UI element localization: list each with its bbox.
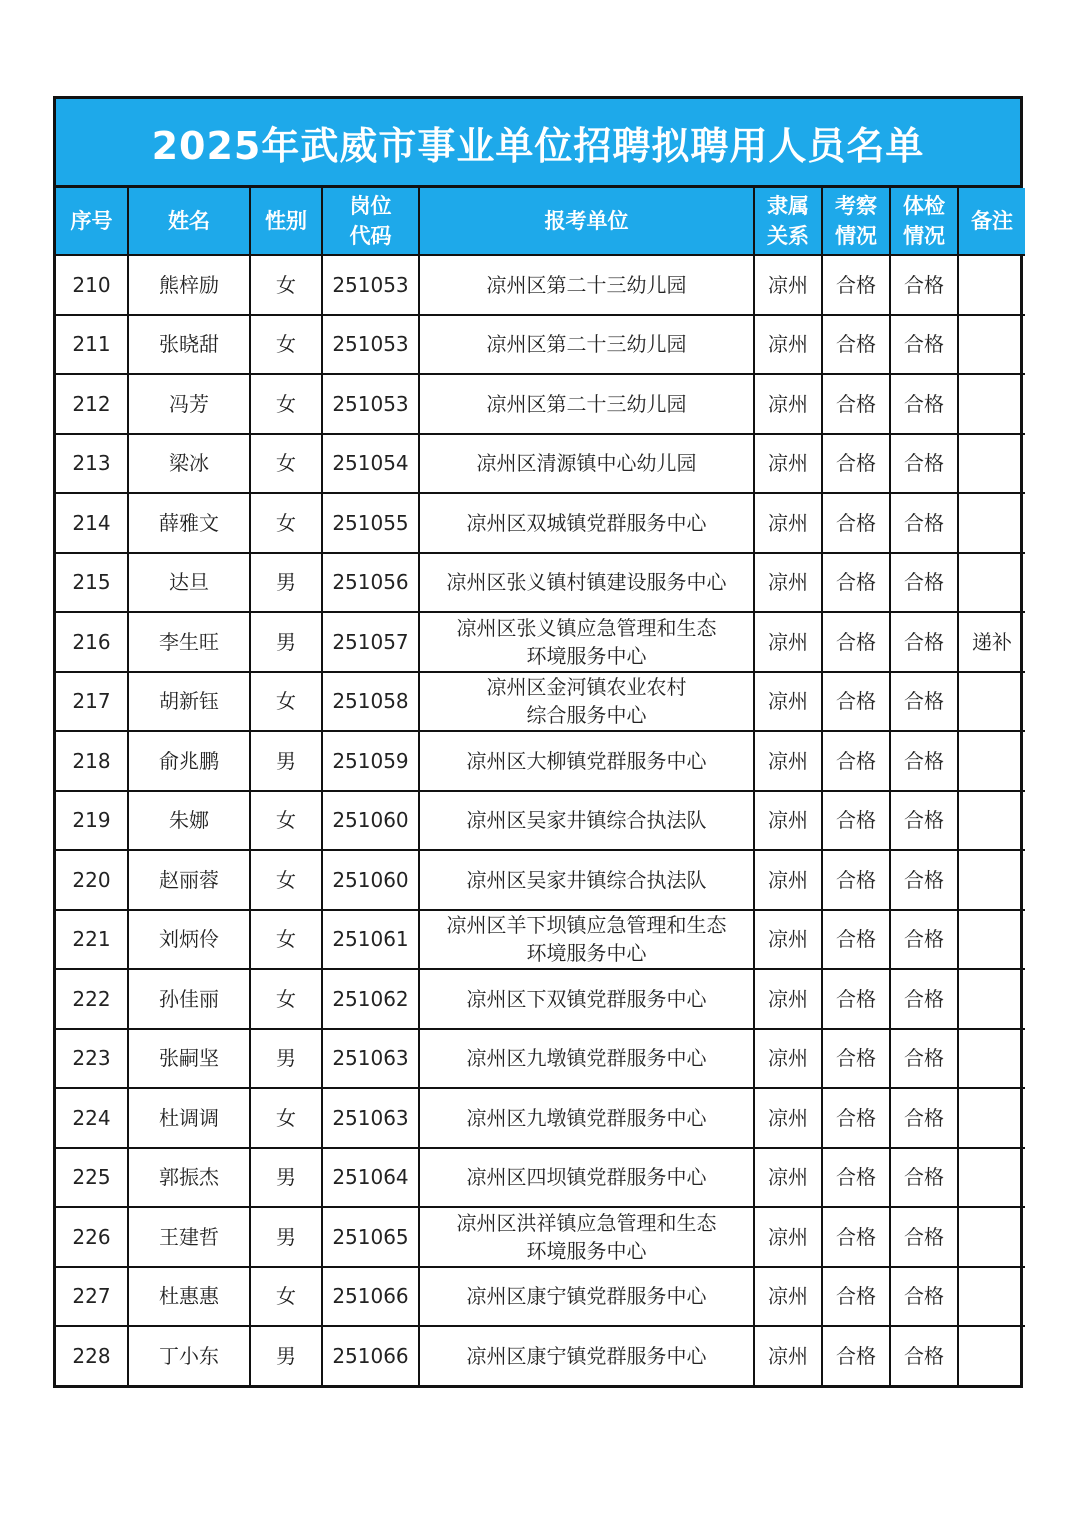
roster-body [56, 255, 1025, 1385]
cell-unit [419, 1207, 754, 1267]
cell-unit [419, 493, 754, 553]
cell-medical: 合格 [890, 315, 958, 375]
unit-line: 凉州区张义镇应急管理和生态 [456, 615, 717, 640]
cell-remark [958, 969, 1025, 1029]
cell-gender: 女 [250, 1267, 322, 1327]
cell-unit [419, 1326, 754, 1385]
cell-affiliation: 凉州 [754, 434, 822, 494]
cell-name: 达旦 [128, 553, 250, 613]
cell-unit [419, 374, 754, 434]
cell-unit [419, 731, 754, 791]
col-header-text: 代码 [349, 224, 392, 248]
col-header-medical [890, 188, 958, 255]
cell-remark [958, 672, 1025, 732]
cell-medical: 合格 [890, 969, 958, 1029]
table-row [56, 612, 1025, 672]
col-header-unit [419, 188, 754, 255]
cell-remark [958, 1267, 1025, 1327]
unit-line: 凉州区金河镇农业农村 [486, 675, 687, 700]
cell-name: 杜调调 [128, 1088, 250, 1148]
cell-inspection: 合格 [822, 1207, 890, 1267]
cell-no: 210 [56, 255, 128, 315]
cell-affiliation: 凉州 [754, 731, 822, 791]
cell-no: 221 [56, 910, 128, 970]
unit-line: 凉州区张义镇村镇建设服务中心 [446, 570, 727, 595]
cell-name: 张晓甜 [128, 315, 250, 375]
unit-line: 凉州区大柳镇党群服务中心 [466, 748, 707, 773]
col-header-gender [250, 188, 322, 255]
col-header-text: 体检 [903, 194, 945, 218]
cell-gender: 男 [250, 612, 322, 672]
col-header-affiliation [754, 188, 822, 255]
cell-gender: 男 [250, 1148, 322, 1208]
table-row [56, 553, 1025, 613]
col-header-remark [958, 188, 1025, 255]
cell-name: 朱娜 [128, 791, 250, 851]
cell-unit [419, 1267, 754, 1327]
table-row [56, 1148, 1025, 1208]
cell-unit [419, 672, 754, 732]
cell-remark [958, 1029, 1025, 1089]
col-header-no [56, 188, 128, 255]
cell-position-code: 251061 [322, 910, 419, 970]
cell-position-code: 251063 [322, 1029, 419, 1089]
table-row [56, 731, 1025, 791]
col-header-text: 情况 [903, 224, 945, 248]
cell-remark [958, 791, 1025, 851]
unit-line: 凉州区四坝镇党群服务中心 [466, 1165, 707, 1190]
cell-gender: 女 [250, 910, 322, 970]
cell-name: 郭振杰 [128, 1148, 250, 1208]
cell-inspection: 合格 [822, 1088, 890, 1148]
header-row [56, 188, 1025, 255]
unit-line: 凉州区吴家井镇综合执法队 [466, 867, 707, 892]
cell-unit [419, 850, 754, 910]
cell-position-code: 251055 [322, 493, 419, 553]
cell-affiliation: 凉州 [754, 672, 822, 732]
cell-medical: 合格 [890, 255, 958, 315]
unit-line: 凉州区清源镇中心幼儿园 [476, 451, 697, 476]
table-row [56, 850, 1025, 910]
cell-remark [958, 731, 1025, 791]
cell-name: 赵丽蓉 [128, 850, 250, 910]
unit-line: 凉州区第二十三幼儿园 [486, 391, 687, 416]
cell-medical: 合格 [890, 553, 958, 613]
col-header-text: 备注 [971, 209, 1013, 233]
table-row [56, 315, 1025, 375]
cell-gender: 男 [250, 1326, 322, 1385]
cell-unit [419, 791, 754, 851]
cell-inspection: 合格 [822, 255, 890, 315]
table-row [56, 672, 1025, 732]
cell-position-code: 251064 [322, 1148, 419, 1208]
table-row [56, 969, 1025, 1029]
table-row [56, 434, 1025, 494]
document-title: 2025年武威市事业单位招聘拟聘用人员名单 [56, 99, 1020, 188]
cell-remark [958, 434, 1025, 494]
cell-medical: 合格 [890, 493, 958, 553]
cell-medical: 合格 [890, 1029, 958, 1089]
unit-line: 环境服务中心 [526, 941, 647, 966]
cell-inspection: 合格 [822, 434, 890, 494]
cell-inspection: 合格 [822, 910, 890, 970]
cell-medical: 合格 [890, 1148, 958, 1208]
col-header-text: 报考单位 [544, 209, 629, 233]
cell-affiliation: 凉州 [754, 1267, 822, 1327]
cell-remark: 递补 [958, 612, 1025, 672]
cell-gender: 女 [250, 672, 322, 732]
cell-position-code: 251053 [322, 315, 419, 375]
col-header-text: 情况 [835, 224, 877, 248]
cell-affiliation: 凉州 [754, 1326, 822, 1385]
cell-affiliation: 凉州 [754, 1088, 822, 1148]
cell-gender: 女 [250, 850, 322, 910]
cell-inspection: 合格 [822, 1148, 890, 1208]
cell-affiliation: 凉州 [754, 612, 822, 672]
cell-no: 213 [56, 434, 128, 494]
unit-line: 凉州区九墩镇党群服务中心 [466, 1105, 707, 1130]
cell-unit [419, 1088, 754, 1148]
cell-inspection: 合格 [822, 850, 890, 910]
cell-gender: 男 [250, 553, 322, 613]
table-row [56, 910, 1025, 970]
cell-affiliation: 凉州 [754, 969, 822, 1029]
cell-unit [419, 315, 754, 375]
unit-line: 环境服务中心 [526, 643, 647, 668]
cell-gender: 女 [250, 969, 322, 1029]
cell-position-code: 251062 [322, 969, 419, 1029]
cell-medical: 合格 [890, 374, 958, 434]
cell-name: 王建哲 [128, 1207, 250, 1267]
cell-remark [958, 1326, 1025, 1385]
cell-unit [419, 1029, 754, 1089]
cell-name: 胡新钰 [128, 672, 250, 732]
unit-line: 凉州区洪祥镇应急管理和生态 [456, 1210, 717, 1235]
cell-no: 218 [56, 731, 128, 791]
cell-medical: 合格 [890, 672, 958, 732]
cell-unit [419, 612, 754, 672]
cell-medical: 合格 [890, 910, 958, 970]
cell-position-code: 251063 [322, 1088, 419, 1148]
cell-inspection: 合格 [822, 1267, 890, 1327]
cell-position-code: 251060 [322, 850, 419, 910]
unit-line: 综合服务中心 [526, 703, 647, 728]
cell-inspection: 合格 [822, 1029, 890, 1089]
unit-line: 凉州区第二十三幼儿园 [486, 332, 687, 357]
cell-gender: 女 [250, 255, 322, 315]
cell-remark [958, 1207, 1025, 1267]
cell-remark [958, 255, 1025, 315]
cell-position-code: 251065 [322, 1207, 419, 1267]
cell-affiliation: 凉州 [754, 1207, 822, 1267]
cell-no: 227 [56, 1267, 128, 1327]
cell-affiliation: 凉州 [754, 255, 822, 315]
unit-line: 凉州区下双镇党群服务中心 [466, 986, 707, 1011]
col-header-position-code [322, 188, 419, 255]
cell-unit [419, 434, 754, 494]
cell-inspection: 合格 [822, 553, 890, 613]
cell-no: 228 [56, 1326, 128, 1385]
cell-remark [958, 374, 1025, 434]
cell-gender: 女 [250, 493, 322, 553]
cell-position-code: 251053 [322, 255, 419, 315]
cell-remark [958, 1088, 1025, 1148]
cell-position-code: 251054 [322, 434, 419, 494]
cell-position-code: 251066 [322, 1267, 419, 1327]
col-header-text: 性别 [265, 209, 307, 233]
cell-medical: 合格 [890, 1088, 958, 1148]
col-header-text: 考察 [835, 194, 877, 218]
cell-medical: 合格 [890, 1207, 958, 1267]
cell-no: 223 [56, 1029, 128, 1089]
table-row [56, 1088, 1025, 1148]
col-header-text: 序号 [70, 209, 113, 233]
cell-medical: 合格 [890, 731, 958, 791]
cell-affiliation: 凉州 [754, 791, 822, 851]
cell-name: 熊梓励 [128, 255, 250, 315]
cell-medical: 合格 [890, 850, 958, 910]
cell-affiliation: 凉州 [754, 553, 822, 613]
table-row [56, 255, 1025, 315]
cell-medical: 合格 [890, 1267, 958, 1327]
cell-unit [419, 1148, 754, 1208]
cell-affiliation: 凉州 [754, 493, 822, 553]
table-row [56, 493, 1025, 553]
cell-no: 215 [56, 553, 128, 613]
cell-remark [958, 910, 1025, 970]
cell-remark [958, 1148, 1025, 1208]
roster-sheet [53, 96, 1023, 1388]
cell-affiliation: 凉州 [754, 315, 822, 375]
unit-line: 环境服务中心 [526, 1238, 647, 1263]
cell-inspection: 合格 [822, 612, 890, 672]
cell-inspection: 合格 [822, 374, 890, 434]
cell-position-code: 251060 [322, 791, 419, 851]
cell-name: 薛雅文 [128, 493, 250, 553]
cell-no: 217 [56, 672, 128, 732]
col-header-text: 隶属 [767, 194, 809, 218]
cell-position-code: 251057 [322, 612, 419, 672]
col-header-text: 姓名 [168, 209, 210, 233]
cell-name: 梁冰 [128, 434, 250, 494]
cell-inspection: 合格 [822, 731, 890, 791]
unit-line: 凉州区九墩镇党群服务中心 [466, 1046, 707, 1071]
unit-line: 凉州区羊下坝镇应急管理和生态 [446, 913, 727, 938]
table-row [56, 1029, 1025, 1089]
cell-gender: 女 [250, 1088, 322, 1148]
cell-no: 220 [56, 850, 128, 910]
cell-affiliation: 凉州 [754, 374, 822, 434]
cell-gender: 男 [250, 1207, 322, 1267]
cell-no: 219 [56, 791, 128, 851]
table-row [56, 791, 1025, 851]
table-row [56, 1267, 1025, 1327]
cell-gender: 女 [250, 791, 322, 851]
table-row [56, 1207, 1025, 1267]
cell-position-code: 251056 [322, 553, 419, 613]
cell-unit [419, 553, 754, 613]
cell-gender: 女 [250, 374, 322, 434]
cell-no: 222 [56, 969, 128, 1029]
cell-position-code: 251058 [322, 672, 419, 732]
cell-affiliation: 凉州 [754, 1148, 822, 1208]
cell-remark [958, 493, 1025, 553]
cell-position-code: 251066 [322, 1326, 419, 1385]
cell-affiliation: 凉州 [754, 910, 822, 970]
col-header-inspection [822, 188, 890, 255]
cell-remark [958, 315, 1025, 375]
cell-inspection: 合格 [822, 672, 890, 732]
unit-line: 凉州区吴家井镇综合执法队 [466, 808, 707, 833]
cell-medical: 合格 [890, 612, 958, 672]
cell-gender: 男 [250, 731, 322, 791]
cell-unit [419, 910, 754, 970]
cell-affiliation: 凉州 [754, 1029, 822, 1089]
cell-medical: 合格 [890, 434, 958, 494]
cell-medical: 合格 [890, 1326, 958, 1385]
cell-remark [958, 553, 1025, 613]
cell-gender: 女 [250, 315, 322, 375]
roster-table [56, 188, 1025, 1385]
cell-name: 冯芳 [128, 374, 250, 434]
unit-line: 凉州区康宁镇党群服务中心 [466, 1284, 707, 1309]
cell-name: 张嗣坚 [128, 1029, 250, 1089]
cell-position-code: 251059 [322, 731, 419, 791]
cell-gender: 男 [250, 1029, 322, 1089]
cell-name: 杜惠惠 [128, 1267, 250, 1327]
cell-remark [958, 850, 1025, 910]
cell-name: 丁小东 [128, 1326, 250, 1385]
cell-no: 214 [56, 493, 128, 553]
cell-position-code: 251053 [322, 374, 419, 434]
cell-name: 李生旺 [128, 612, 250, 672]
cell-no: 226 [56, 1207, 128, 1267]
col-header-text: 关系 [767, 224, 809, 248]
cell-name: 孙佳丽 [128, 969, 250, 1029]
cell-medical: 合格 [890, 791, 958, 851]
cell-unit [419, 969, 754, 1029]
cell-no: 224 [56, 1088, 128, 1148]
unit-line: 凉州区康宁镇党群服务中心 [466, 1343, 707, 1368]
cell-no: 225 [56, 1148, 128, 1208]
col-header-name [128, 188, 250, 255]
cell-no: 216 [56, 612, 128, 672]
cell-inspection: 合格 [822, 791, 890, 851]
unit-line: 凉州区双城镇党群服务中心 [466, 510, 707, 535]
cell-gender: 女 [250, 434, 322, 494]
cell-no: 212 [56, 374, 128, 434]
cell-no: 211 [56, 315, 128, 375]
cell-inspection: 合格 [822, 1326, 890, 1385]
unit-line: 凉州区第二十三幼儿园 [486, 272, 687, 297]
table-row [56, 1326, 1025, 1385]
cell-affiliation: 凉州 [754, 850, 822, 910]
cell-name: 刘炳伶 [128, 910, 250, 970]
cell-inspection: 合格 [822, 315, 890, 375]
cell-inspection: 合格 [822, 493, 890, 553]
cell-unit [419, 255, 754, 315]
cell-name: 俞兆鹏 [128, 731, 250, 791]
col-header-text: 岗位 [349, 194, 392, 218]
table-row [56, 374, 1025, 434]
cell-inspection: 合格 [822, 969, 890, 1029]
